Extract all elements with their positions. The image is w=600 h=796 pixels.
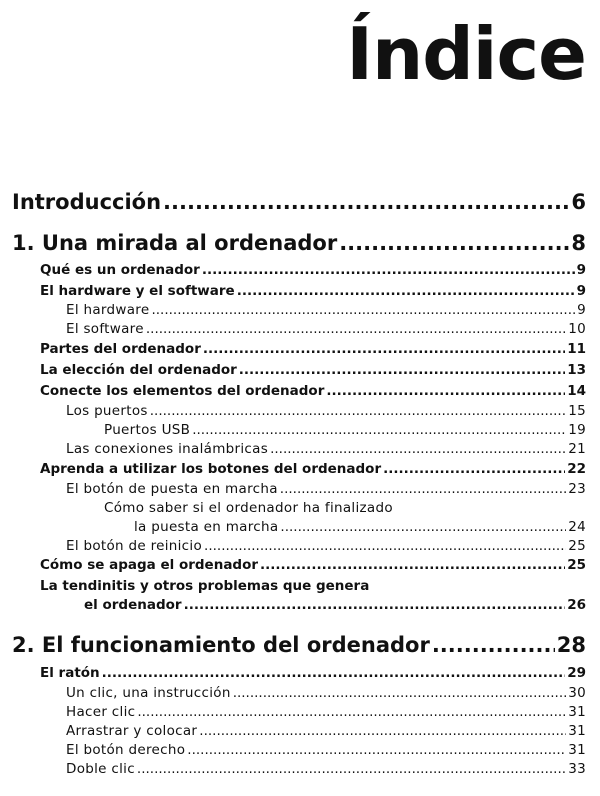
toc-section-entry[interactable] xyxy=(0,461,600,480)
toc-entry-page: 33 xyxy=(568,761,586,777)
toc-section-entry[interactable] xyxy=(0,341,600,360)
toc-entry-label: Hacer clic xyxy=(66,704,136,720)
toc-subsection-entry[interactable] xyxy=(0,723,600,742)
toc-leader-dots xyxy=(339,233,569,254)
toc-leader-dots xyxy=(137,763,566,777)
toc-subsection-entry[interactable] xyxy=(0,441,600,460)
toc-subsection-entry[interactable] xyxy=(0,685,600,704)
toc-section-entry[interactable] xyxy=(0,262,600,281)
toc-entry-label: Cómo se apaga el ordenador xyxy=(40,557,259,573)
toc-entry-label: El ratón xyxy=(40,665,100,681)
toc-chapter-2[interactable] xyxy=(0,633,600,661)
toc-subsubsection-entry[interactable] xyxy=(0,422,600,441)
toc-leader-dots xyxy=(150,405,566,419)
toc-section-entry[interactable] xyxy=(0,597,600,616)
toc-entry-label: Un clic, una instrucción xyxy=(66,685,231,701)
toc-leader-dots xyxy=(163,192,569,213)
toc-entry-label: 2. El funcionamiento del ordenador xyxy=(12,633,430,657)
toc-entry-page: 8 xyxy=(571,231,586,255)
toc-entry-label: 1. Una mirada al ordenador xyxy=(12,231,338,255)
toc-entry-introduccion[interactable] xyxy=(0,190,600,218)
toc-subsection-entry[interactable] xyxy=(0,538,600,557)
toc-entry-label: El hardware y el software xyxy=(40,283,235,299)
toc-entry-page: 11 xyxy=(567,341,586,357)
toc-leader-dots xyxy=(239,364,565,378)
toc-entry-label: Arrastrar y colocar xyxy=(66,723,198,739)
toc-leader-dots xyxy=(237,285,575,299)
toc-leader-dots xyxy=(280,521,566,535)
toc-leader-dots xyxy=(151,304,575,318)
toc-entry-page: 31 xyxy=(568,723,586,739)
toc-entry-page: 9 xyxy=(577,302,586,318)
toc-entry-page: 9 xyxy=(576,283,586,299)
toc-section-entry[interactable] xyxy=(0,362,600,381)
toc-leader-dots xyxy=(383,463,565,477)
toc-leader-dots xyxy=(326,385,565,399)
toc-entry-label: Las conexiones inalámbricas xyxy=(66,441,269,457)
toc-leader-dots xyxy=(202,264,575,278)
page-title: Índice xyxy=(346,12,586,96)
toc-leader-dots xyxy=(187,744,566,758)
toc-section-entry[interactable] xyxy=(0,557,600,576)
toc-entry-page: 25 xyxy=(567,557,586,573)
toc-entry-page: 30 xyxy=(568,685,586,701)
toc-entry-label: Partes del ordenador xyxy=(40,341,201,357)
toc-subsection-entry[interactable] xyxy=(0,742,600,761)
toc-leader-dots xyxy=(102,667,566,681)
toc-subsubsection-entry[interactable] xyxy=(0,519,600,538)
toc-entry-label: Conecte los elementos del ordenador xyxy=(40,383,325,399)
toc-entry-page: 28 xyxy=(556,633,586,657)
toc-subsection-entry[interactable] xyxy=(0,704,600,723)
toc-leader-dots xyxy=(203,343,565,357)
toc-section-entry[interactable] xyxy=(0,283,600,302)
toc-subsection-entry[interactable] xyxy=(0,403,600,422)
toc-leader-dots xyxy=(146,323,566,337)
toc-entry-page: 29 xyxy=(567,665,586,681)
toc-entry-page: 6 xyxy=(571,190,586,214)
toc-entry-label: El botón de reinicio xyxy=(66,538,203,554)
toc-entry-label: Los puertos xyxy=(66,403,148,419)
toc-leader-dots xyxy=(184,599,566,613)
toc-entry-page: 9 xyxy=(576,262,586,278)
toc-entry-page: 10 xyxy=(568,321,586,337)
toc-entry-label: Aprenda a utilizar los botones del ordenador xyxy=(40,461,382,477)
toc-section-entry[interactable] xyxy=(0,383,600,402)
toc-entry-page: 31 xyxy=(568,704,586,720)
toc-entry-label: La elección del ordenador xyxy=(40,362,237,378)
toc-leader-dots xyxy=(270,443,566,457)
toc-leader-dots xyxy=(432,635,555,656)
toc-entry-label: El botón de puesta en marcha xyxy=(66,481,278,497)
toc-subsection-entry[interactable] xyxy=(0,761,600,780)
toc-subsection-entry[interactable] xyxy=(0,481,600,500)
toc-entry-label-line1: La tendinitis y otros problemas que genera xyxy=(40,578,370,594)
toc-entry-page: 19 xyxy=(568,422,586,438)
toc-chapter-1[interactable] xyxy=(0,231,600,259)
toc-entry-label-line2: la puesta en marcha xyxy=(134,519,279,535)
toc-entry-label: Introducción xyxy=(12,190,162,214)
toc-leader-dots xyxy=(204,540,566,554)
toc-leader-dots xyxy=(280,483,566,497)
toc-entry-page: 13 xyxy=(567,362,586,378)
toc-entry-label: Puertos USB xyxy=(104,422,191,438)
toc-entry-label: El hardware xyxy=(66,302,150,318)
toc-entry-label-line2: el ordenador xyxy=(84,597,182,613)
toc-section-entry[interactable] xyxy=(0,665,600,684)
toc-entry-page: 15 xyxy=(568,403,586,419)
toc-entry-label: El botón derecho xyxy=(66,742,186,758)
toc-leader-dots xyxy=(137,706,566,720)
toc-entry-page: 21 xyxy=(568,441,586,457)
toc-subsection-entry[interactable] xyxy=(0,302,600,321)
toc-entry-label-line1: Cómo saber si el ordenador ha finalizado xyxy=(104,500,393,516)
toc-entry-page: 26 xyxy=(567,597,586,613)
toc-entry-label: Qué es un ordenador xyxy=(40,262,200,278)
toc-entry-label: Doble clic xyxy=(66,761,135,777)
toc-entry-page: 31 xyxy=(568,742,586,758)
toc-entry-label: El software xyxy=(66,321,144,337)
toc-leader-dots xyxy=(192,424,566,438)
toc-entry-page: 23 xyxy=(568,481,586,497)
toc-entry-page: 24 xyxy=(568,519,586,535)
toc-leader-dots xyxy=(199,725,566,739)
toc-entry-page: 22 xyxy=(567,461,586,477)
toc-leader-dots xyxy=(260,559,565,573)
toc-leader-dots xyxy=(233,687,567,701)
toc-entry-page: 14 xyxy=(567,383,586,399)
toc-subsection-entry[interactable] xyxy=(0,321,600,340)
toc-entry-page: 25 xyxy=(568,538,586,554)
